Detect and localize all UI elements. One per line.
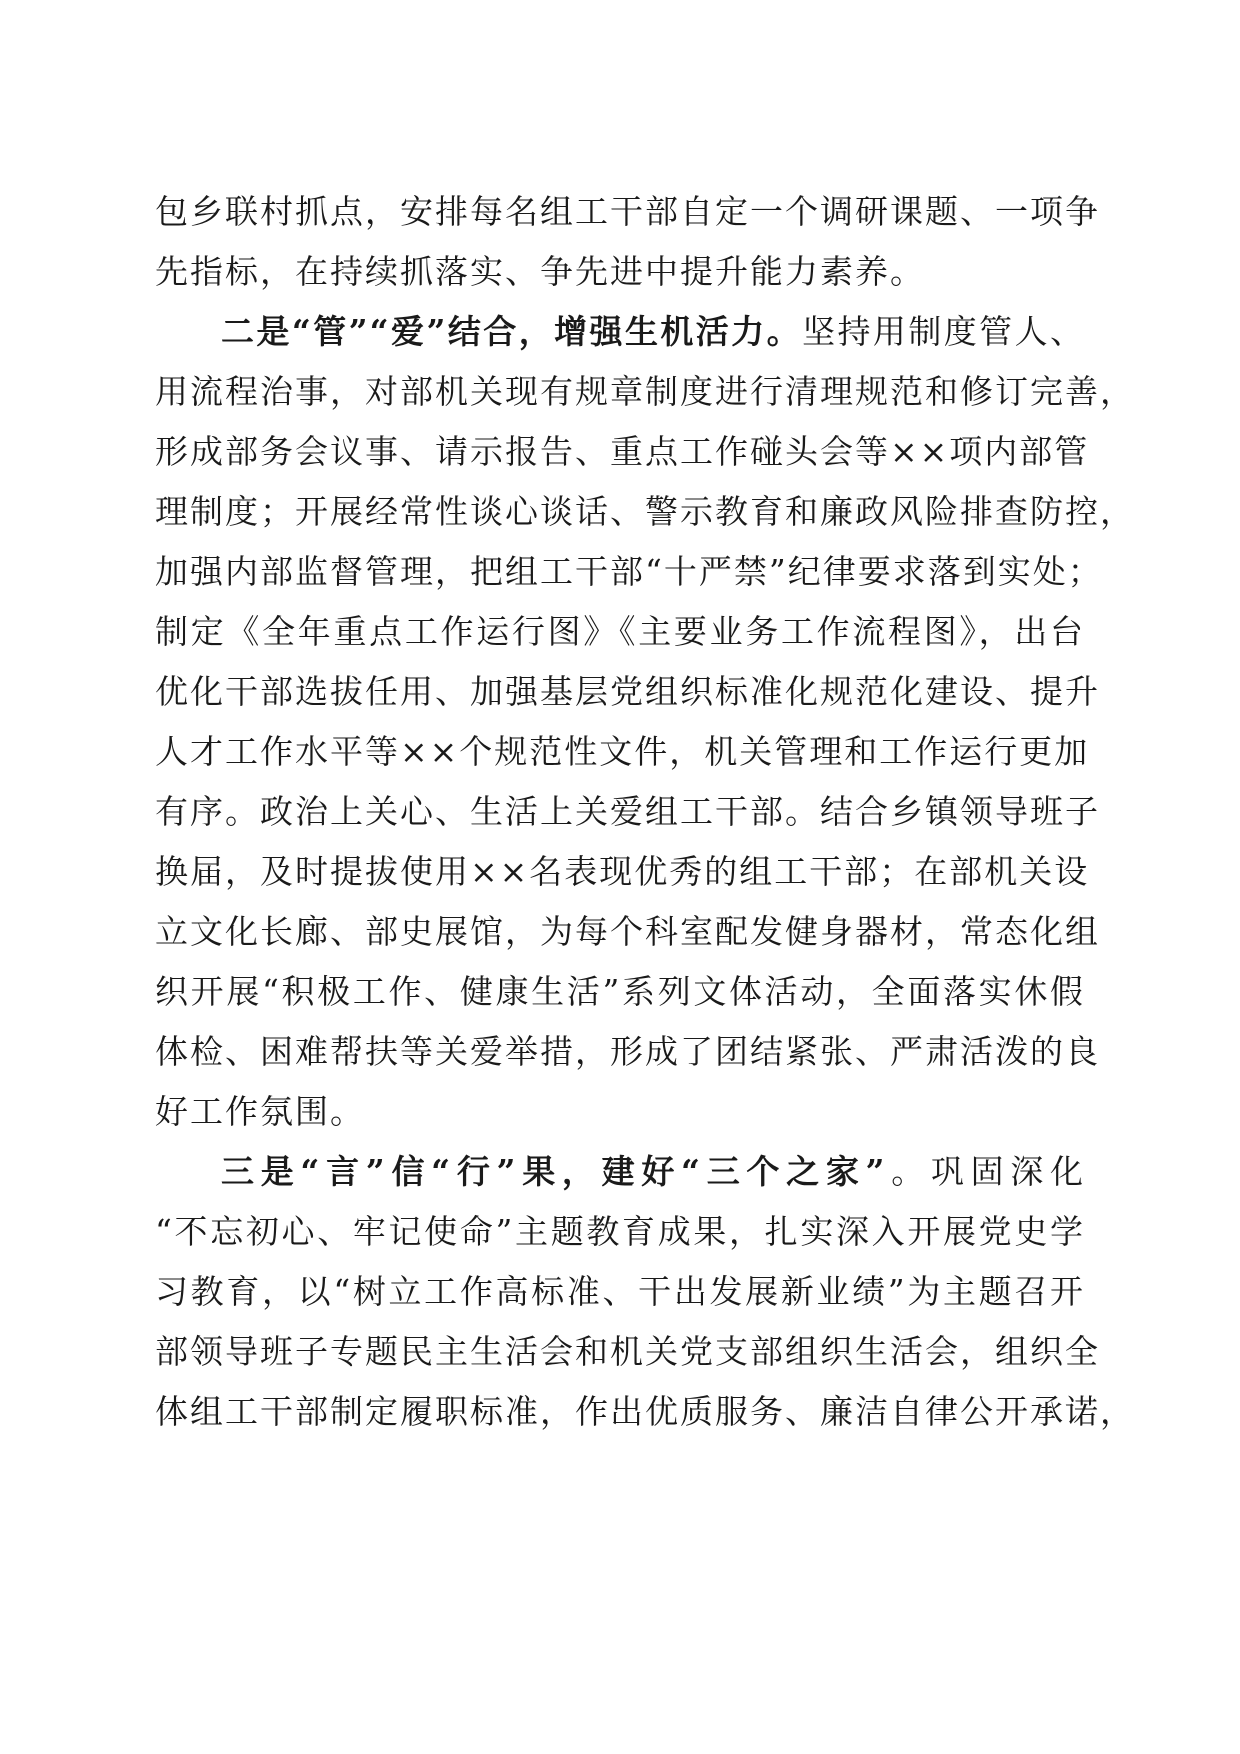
text-run: 。巩固深化 xyxy=(886,1152,1086,1191)
text-line: 用流程治事，对部机关现有规章制度进行清理规范和修订完善， xyxy=(155,372,1135,411)
text-line: 人才工作水平等××个规范性文件，机关管理和工作运行更加 xyxy=(155,732,1090,771)
paragraph-heading: 三是“言”信“行”果，建好“三个之家” xyxy=(221,1152,887,1191)
text-line: 体组工干部制定履职标准，作出优质服务、廉洁自律公开承诺， xyxy=(155,1392,1135,1431)
text-line: 理制度；开展经常性谈心谈话、警示教育和廉政风险排查防控， xyxy=(155,492,1135,531)
text-line: 加强内部监督管理，把组工干部“十严禁”纪律要求落到实处； xyxy=(155,552,1103,591)
text-line: 优化干部选拔任用、加强基层党组织标准化规范化建设、提升 xyxy=(155,672,1100,711)
text-line: 先指标，在持续抓落实、争先进中提升能力素养。 xyxy=(155,252,925,291)
text-line: 部领导班子专题民主生活会和机关党支部组织生活会，组织全 xyxy=(155,1332,1100,1371)
text-line: 织开展“积极工作、健康生活”系列文体活动，全面落实休假 xyxy=(155,972,1085,1011)
paragraph-first-line xyxy=(155,1142,1085,1202)
document-page xyxy=(155,182,1135,1442)
paragraph-3 xyxy=(155,1142,1135,1442)
paragraph-2 xyxy=(155,302,1135,1142)
paragraph-first-line xyxy=(155,302,1085,362)
text-run: 坚持用制度管人、 xyxy=(802,312,1085,351)
paragraph-1 xyxy=(155,182,1100,302)
text-line: 包乡联村抓点，安排每名组工干部自定一个调研课题、一项争 xyxy=(155,192,1100,231)
text-line: 好工作氛围。 xyxy=(155,1092,365,1131)
text-line: 制定《全年重点工作运行图》《主要业务工作流程图》，出台 xyxy=(155,612,1085,651)
text-line: 有序。政治上关心、生活上关爱组工干部。结合乡镇领导班子 xyxy=(155,792,1100,831)
text-line: 换届，及时提拔使用××名表现优秀的组工干部；在部机关设 xyxy=(155,852,1090,891)
text-line: “不忘初心、牢记使命”主题教育成果，扎实深入开展党史学 xyxy=(155,1212,1085,1251)
paragraph-heading: 二是“管”“爱”结合，增强生机活力。 xyxy=(221,312,803,351)
text-line: 习教育，以“树立工作高标准、干出发展新业绩”为主题召开 xyxy=(155,1272,1085,1311)
text-line: 体检、困难帮扶等关爱举措，形成了团结紧张、严肃活泼的良 xyxy=(155,1032,1100,1071)
text-line: 立文化长廊、部史展馆，为每个科室配发健身器材，常态化组 xyxy=(155,912,1100,951)
text-line: 形成部务会议事、请示报告、重点工作碰头会等××项内部管 xyxy=(155,432,1090,471)
